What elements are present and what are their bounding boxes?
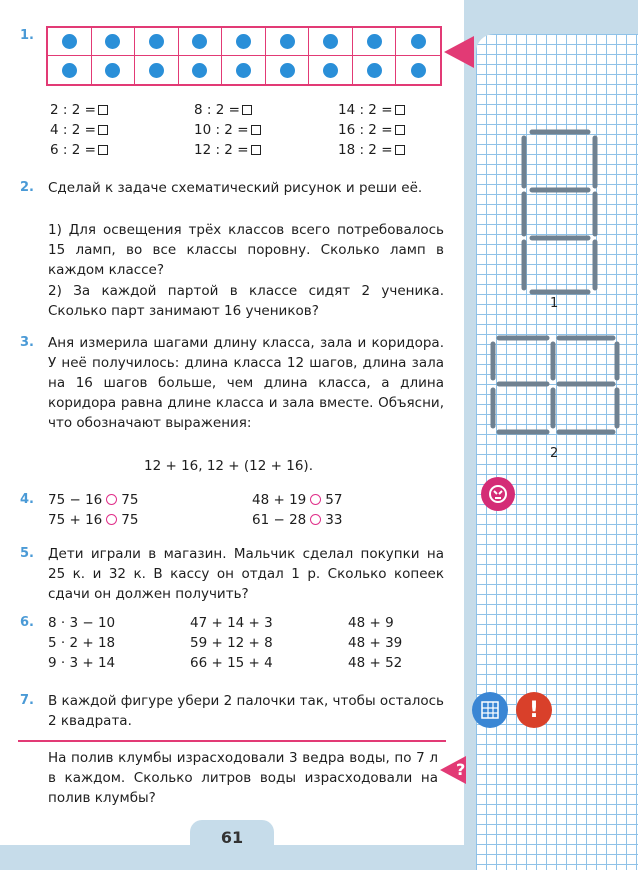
dot bbox=[323, 34, 338, 49]
division-item: 10 : 2 = bbox=[194, 120, 261, 140]
expression: 59 + 12 + 8 bbox=[190, 635, 273, 651]
attention-icon: ! bbox=[516, 692, 552, 728]
dot bbox=[367, 63, 382, 78]
dot bbox=[62, 63, 77, 78]
division-item: 8 : 2 = bbox=[194, 100, 261, 120]
answer-box[interactable] bbox=[395, 125, 405, 135]
dot bbox=[236, 63, 251, 78]
task6-number: 6. bbox=[20, 615, 34, 630]
task1-column-1 bbox=[50, 100, 108, 160]
expression: 66 + 15 + 4 bbox=[190, 655, 273, 671]
expression: 5 · 2 + 18 bbox=[48, 635, 116, 651]
answer-box[interactable] bbox=[98, 125, 108, 135]
answer-box[interactable] bbox=[251, 145, 261, 155]
dot-cell bbox=[222, 56, 266, 84]
answer-box[interactable] bbox=[242, 105, 252, 115]
dot-grid bbox=[46, 26, 442, 86]
task6-column-2 bbox=[190, 613, 273, 673]
dot-cell bbox=[92, 56, 136, 84]
divider bbox=[18, 740, 446, 742]
task7-number: 7. bbox=[20, 693, 34, 708]
extra-task-text: На полив клумбы израсходовали 3 ведра воды, по 7 л в каждом. Сколько литров воды израсходовали на полив клумбы? bbox=[48, 750, 438, 806]
task4-number: 4. bbox=[20, 492, 34, 507]
dot-cell bbox=[353, 56, 397, 84]
dot-cell bbox=[266, 28, 310, 56]
task2-number: 2. bbox=[20, 180, 34, 195]
task3-text: Аня измерила шагами длину класса, зала и коридора. У неё получилось: длина класса 12 шагов, длина зала на 16 шагов больше, чем длина класса, а длина коридора равна длине класса и зала вместе. Объясни, что обозначают выражения: bbox=[48, 335, 444, 431]
task6-column-1 bbox=[48, 613, 115, 673]
dot-cell bbox=[135, 28, 179, 56]
task1-column-3 bbox=[338, 100, 405, 160]
dot bbox=[411, 34, 426, 49]
dot bbox=[105, 63, 120, 78]
division-item: 18 : 2 = bbox=[338, 140, 405, 160]
compare-item: 48 + 19 57 bbox=[252, 492, 343, 508]
compare-circle[interactable] bbox=[106, 514, 117, 525]
division-item: 16 : 2 = bbox=[338, 120, 405, 140]
division-item: 12 : 2 = bbox=[194, 140, 261, 160]
dot-cell bbox=[135, 56, 179, 84]
dot-cell bbox=[48, 28, 92, 56]
dot bbox=[105, 34, 120, 49]
answer-box[interactable] bbox=[98, 145, 108, 155]
dot-cell bbox=[309, 28, 353, 56]
expression: 9 · 3 + 14 bbox=[48, 655, 116, 671]
task1-number: 1. bbox=[20, 28, 34, 43]
pointer-arrow-icon bbox=[444, 36, 474, 68]
task7-text: В каждой фигуре убери 2 палочки так, чтобы осталось 2 квадрата. bbox=[48, 693, 445, 729]
task2-intro: Сделай к задаче схематический рисунок и реши её. bbox=[48, 180, 423, 196]
figure-label-2: 2 bbox=[550, 446, 559, 461]
division-item: 2 : 2 = bbox=[50, 100, 108, 120]
division-item: 4 : 2 = bbox=[50, 120, 108, 140]
compare-circle[interactable] bbox=[106, 494, 117, 505]
dot-cell bbox=[179, 56, 223, 84]
task3-expressions: 12 + 16, 12 + (12 + 16). bbox=[144, 458, 313, 474]
compare-item: 75 − 16 75 bbox=[48, 492, 139, 508]
expression: 48 + 52 bbox=[348, 655, 403, 671]
page-number-tab bbox=[190, 820, 274, 870]
question-mark-icon: ? bbox=[456, 760, 466, 779]
dot-cell bbox=[353, 28, 397, 56]
compare-item: 75 + 16 75 bbox=[48, 512, 139, 528]
dot-cell bbox=[222, 28, 266, 56]
compare-circle[interactable] bbox=[310, 494, 321, 505]
dot-cell bbox=[309, 56, 353, 84]
figure-label-1: 1 bbox=[550, 296, 559, 311]
dot bbox=[192, 63, 207, 78]
dot bbox=[149, 63, 164, 78]
task6-column-3 bbox=[348, 613, 402, 673]
dot bbox=[323, 63, 338, 78]
pair-work-icon bbox=[481, 477, 515, 511]
dot bbox=[411, 63, 426, 78]
dot bbox=[149, 34, 164, 49]
matchstick-figure-2 bbox=[485, 328, 625, 448]
matchstick-figure-1 bbox=[505, 120, 605, 300]
task4-right bbox=[252, 490, 342, 530]
expression: 47 + 14 + 3 bbox=[190, 615, 273, 631]
dot bbox=[192, 34, 207, 49]
expression: 48 + 9 bbox=[348, 615, 394, 631]
task5-number: 5. bbox=[20, 546, 34, 561]
task1-column-2 bbox=[194, 100, 261, 160]
task3-number: 3. bbox=[20, 335, 34, 350]
compare-item: 61 − 28 33 bbox=[252, 512, 343, 528]
task4-left bbox=[48, 490, 138, 530]
grid-task-icon bbox=[472, 692, 508, 728]
division-item: 6 : 2 = bbox=[50, 140, 108, 160]
dot bbox=[280, 63, 295, 78]
dot bbox=[280, 34, 295, 49]
dot-cell bbox=[396, 28, 440, 56]
dot bbox=[367, 34, 382, 49]
dot bbox=[62, 34, 77, 49]
answer-box[interactable] bbox=[395, 105, 405, 115]
compare-circle[interactable] bbox=[310, 514, 321, 525]
dot-cell bbox=[266, 56, 310, 84]
task2-part1: 1) Для освещения трёх классов всего потребовалось 15 ламп, во все классы поровну. Сколько ламп в каждом классе? bbox=[48, 222, 444, 278]
dot-cell bbox=[48, 56, 92, 84]
dot-cell bbox=[179, 28, 223, 56]
dot-cell bbox=[92, 28, 136, 56]
dot-cell bbox=[396, 56, 440, 84]
division-item: 14 : 2 = bbox=[338, 100, 405, 120]
answer-box[interactable] bbox=[251, 125, 261, 135]
dot bbox=[236, 34, 251, 49]
expression: 48 + 39 bbox=[348, 635, 403, 651]
page-number: 61 bbox=[220, 828, 244, 847]
answer-box[interactable] bbox=[395, 145, 405, 155]
expression: 8 · 3 − 10 bbox=[48, 615, 116, 631]
answer-box[interactable] bbox=[98, 105, 108, 115]
task2-part2: 2) За каждой партой в классе сидят 2 ученика. Сколько парт занимают 16 учеников? bbox=[48, 283, 444, 319]
task5-text: Дети играли в магазин. Мальчик сделал покупки на 25 к. и 32 к. В кассу он отдал 1 р. Сколько копеек сдачи он должен получить? bbox=[48, 546, 444, 602]
